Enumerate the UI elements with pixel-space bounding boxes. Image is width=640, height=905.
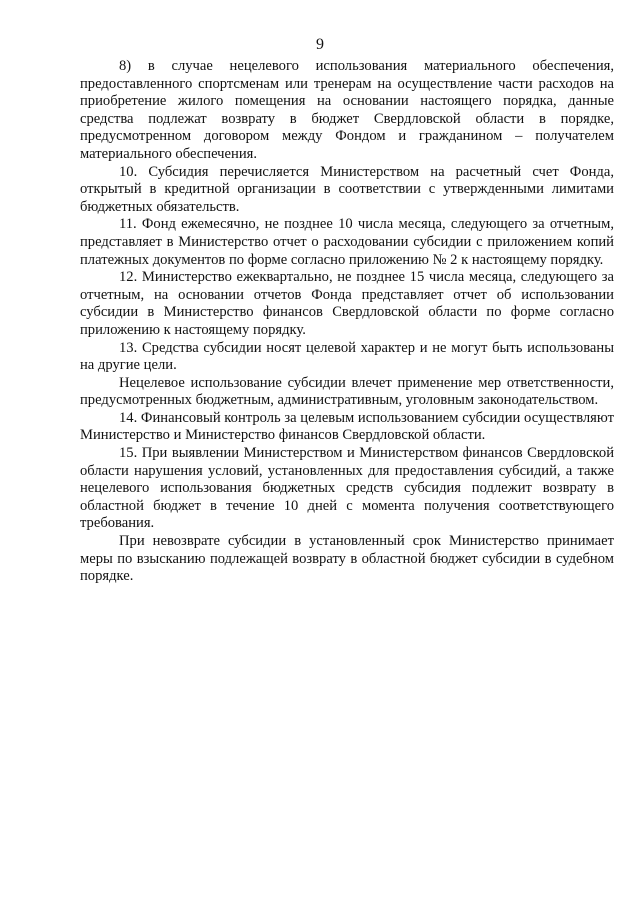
paragraph-misuse-liability: Нецелевое использование субсидии влечет применение мер ответственности, предусмотренных бюджетным, административным, уголовным законодательством. xyxy=(80,374,614,409)
page-number: 9 xyxy=(316,36,324,53)
paragraph-item-15: 15. При выявлении Министерством и Министерством финансов Свердловской области нарушения условий, установленных для предоставления субсидий, а также нецелевого использования бюджетных средств субсидия подлежит возврату в областной бюджет в течение 10 дней с момента получения соответствующего требования. xyxy=(80,445,614,532)
paragraph-item-14: 14. Финансовый контроль за целевым использованием субсидии осуществляют Министерство и Министерство финансов Свердловской области. xyxy=(80,409,614,444)
paragraph-item-8: 8) в случае нецелевого использования материального обеспечения, предоставленного спортсменам или тренерам на осуществление части расходов на приобретение жилого помещения на основании настоящего порядка, данные средства подлежат возврату в бюджет Свердловской области в порядке, предусмотренном договором между Фондом и гражданином – получателем материального обеспечения. xyxy=(80,58,614,162)
paragraph-non-return: При невозврате субсидии в установленный срок Министерство принимает меры по взысканию подлежащей возврату в областной бюджет субсидии в судебном порядке. xyxy=(80,533,614,585)
paragraph-item-12: 12. Министерство ежеквартально, не позднее 15 числа месяца, следующего за отчетным, на основании отчетов Фонда представляет отчет об использовании субсидии в Министерство финансов Свердловской области по форме согласно приложению к настоящему порядку. xyxy=(80,269,614,338)
paragraph-item-13: 13. Средства субсидии носят целевой характер и не могут быть использованы на другие цели. xyxy=(80,339,614,374)
paragraph-item-10: 10. Субсидия перечисляется Министерством на расчетный счет Фонда, открытый в кредитной организации в соответствии с утвержденными лимитами бюджетных обязательств. xyxy=(80,163,614,215)
paragraph-item-11: 11. Фонд ежемесячно, не позднее 10 числа месяца, следующего за отчетным, представляет в Министерство отчет о расходовании субсидии с приложением копий платежных документов по форме согласно приложению № 2 к настоящему порядку. xyxy=(80,216,614,268)
document-body xyxy=(80,58,614,586)
